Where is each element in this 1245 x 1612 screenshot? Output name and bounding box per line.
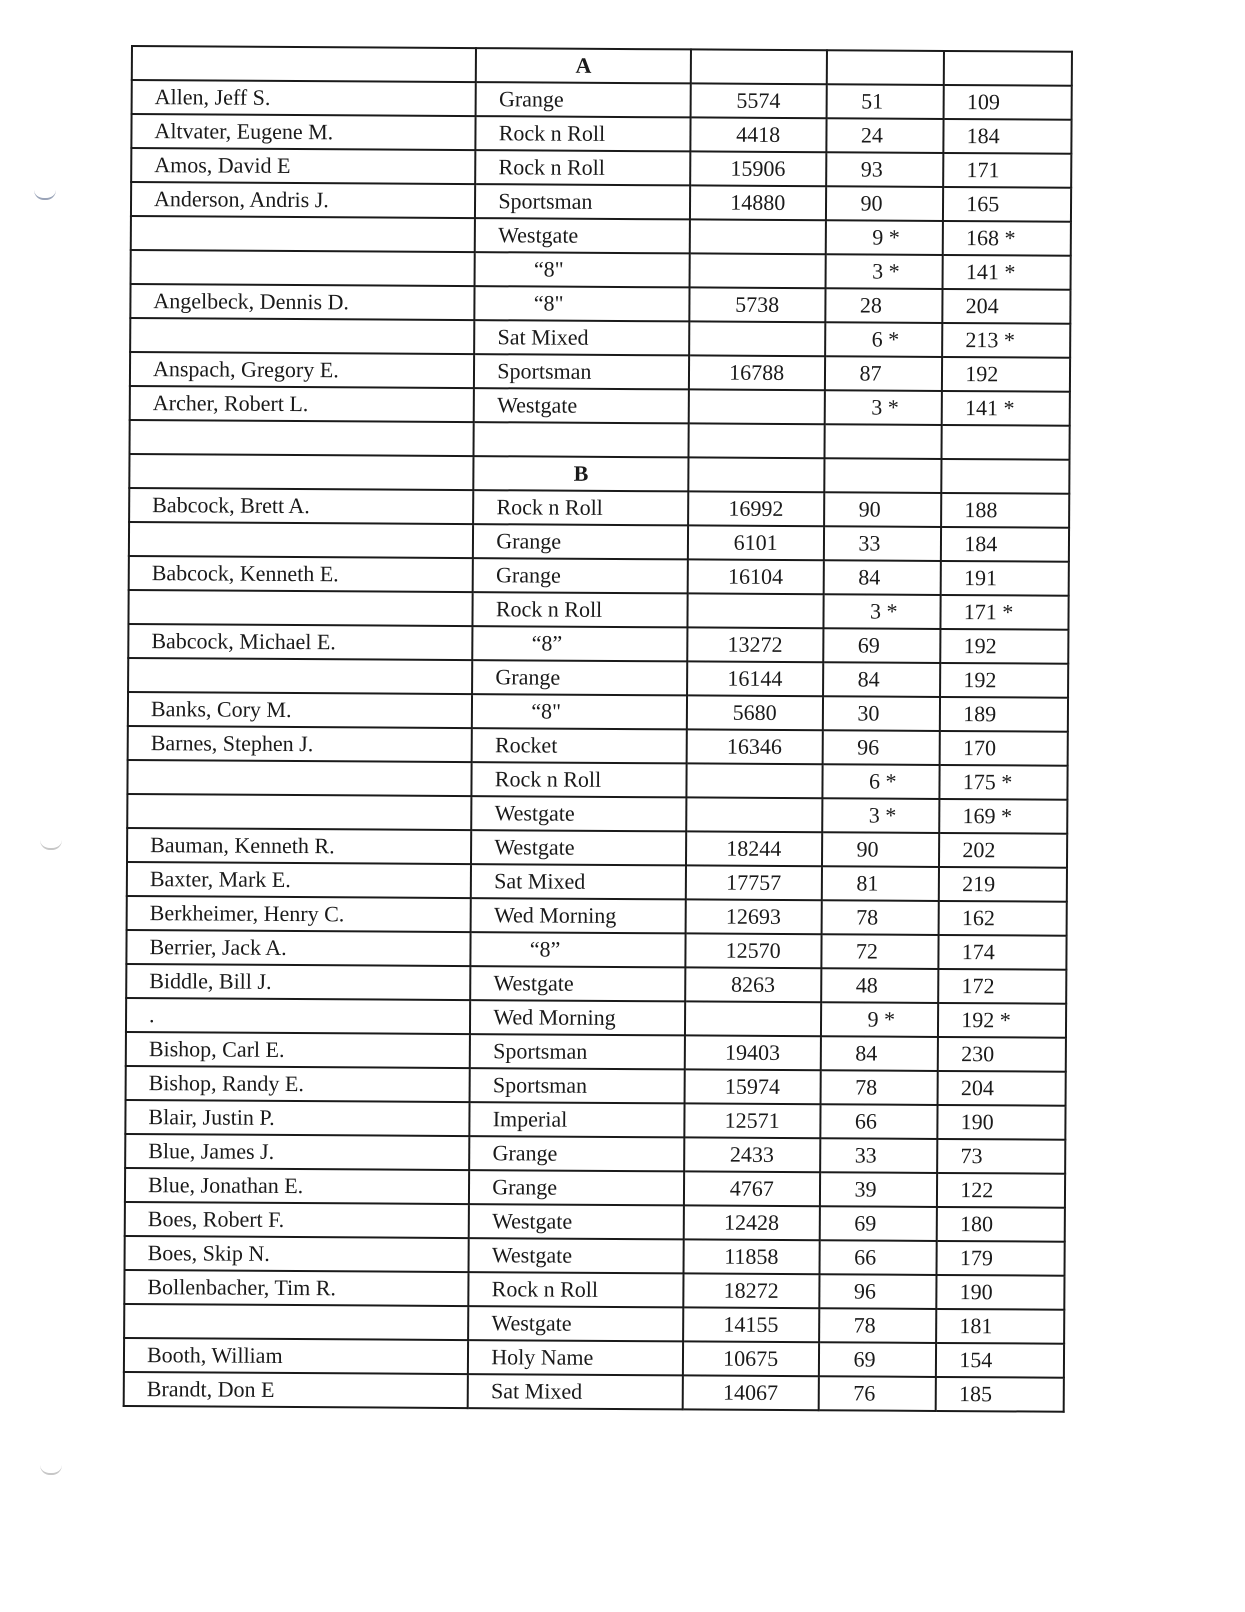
total-pins-cell: 14067 — [683, 1375, 819, 1410]
games-cell: 51 — [826, 84, 944, 119]
total-pins-cell — [689, 253, 825, 288]
total-pins-cell: 5738 — [689, 287, 825, 322]
bowler-name-cell: Blue, James J. — [125, 1134, 470, 1170]
bowler-name-cell — [128, 590, 473, 626]
league-cell: Sportsman — [470, 1034, 685, 1069]
total-pins-cell: 5680 — [687, 695, 823, 730]
table-row — [127, 896, 1067, 936]
league-cell: “8” — [471, 932, 686, 967]
bowler-name-cell: Blair, Justin P. — [125, 1100, 470, 1136]
table-row — [129, 556, 1069, 596]
games-cell: 87 — [824, 356, 942, 391]
bowler-averages-table — [123, 45, 1073, 1413]
games-cell: 6 * — [825, 322, 943, 357]
table-row — [125, 1168, 1065, 1208]
average-cell: 162 — [939, 901, 1067, 936]
table-row — [127, 862, 1067, 902]
league-cell: Sportsman — [475, 184, 690, 219]
table-row — [127, 828, 1067, 868]
league-cell: Grange — [473, 558, 688, 593]
table-row — [131, 216, 1071, 256]
total-pins-cell: 12693 — [686, 899, 822, 934]
league-cell: “8" — [475, 252, 690, 287]
table-row — [125, 1236, 1065, 1276]
games-cell: 69 — [819, 1206, 937, 1241]
league-cell: Grange — [472, 660, 687, 695]
league-cell: Holy Name — [468, 1340, 683, 1375]
bowler-name-cell: Angelbeck, Dennis D. — [130, 284, 475, 320]
games-cell: 9 * — [825, 220, 943, 255]
games-cell — [824, 424, 942, 459]
league-cell: “8” — [473, 626, 688, 661]
total-pins-cell — [686, 763, 822, 798]
average-cell: 141 * — [943, 255, 1071, 290]
games-cell: 3 * — [825, 254, 943, 289]
bowler-name-cell: Amos, David E — [131, 148, 476, 184]
total-pins-cell: 6101 — [688, 525, 824, 560]
average-cell: 165 — [943, 187, 1071, 222]
games-cell: 6 * — [822, 764, 940, 799]
table-row — [131, 148, 1071, 188]
games-cell: 96 — [819, 1274, 937, 1309]
table-row — [128, 726, 1068, 766]
total-pins-cell: 5574 — [691, 83, 827, 118]
games-cell: 33 — [823, 526, 941, 561]
league-cell: Westgate — [472, 796, 687, 831]
empty-cell — [688, 457, 824, 492]
table-row — [130, 318, 1070, 358]
table-row — [125, 1134, 1065, 1174]
empty-cell — [691, 49, 827, 84]
average-cell: 171 * — [941, 595, 1069, 630]
table-body — [124, 46, 1072, 1412]
league-cell: Grange — [476, 82, 691, 117]
league-cell: “8" — [472, 694, 687, 729]
league-cell: Rock n Roll — [469, 1272, 684, 1307]
games-cell: 93 — [826, 152, 944, 187]
average-cell: 191 — [941, 561, 1069, 596]
average-cell: 202 — [939, 833, 1067, 868]
bowler-name-cell: Barnes, Stephen J. — [128, 726, 473, 762]
total-pins-cell: 14880 — [690, 185, 826, 220]
average-cell: 180 — [937, 1207, 1065, 1242]
average-cell: 213 * — [942, 323, 1070, 358]
average-cell: 192 — [941, 629, 1069, 664]
bowler-name-cell — [124, 1304, 469, 1340]
games-cell: 24 — [826, 118, 944, 153]
bowler-name-cell — [130, 318, 475, 354]
bowler-name-cell: Anderson, Andris J. — [131, 182, 476, 218]
bowler-name-cell: Blue, Jonathan E. — [125, 1168, 470, 1204]
bowler-name-cell: Bishop, Carl E. — [126, 1032, 471, 1068]
table-row — [130, 284, 1070, 324]
table-row — [128, 624, 1068, 664]
league-cell: Westgate — [475, 218, 690, 253]
games-cell: 33 — [820, 1138, 938, 1173]
bowler-name-cell: Boes, Robert F. — [125, 1202, 470, 1238]
games-cell: 90 — [825, 186, 943, 221]
games-cell: 66 — [820, 1104, 938, 1139]
bowler-name-cell: Archer, Robert L. — [130, 386, 475, 422]
total-pins-cell: 11858 — [683, 1239, 819, 1274]
total-pins-cell: 8263 — [685, 967, 821, 1002]
games-cell: 90 — [824, 492, 942, 527]
average-cell: 192 * — [938, 1003, 1066, 1038]
average-cell: 181 — [936, 1309, 1064, 1344]
bowler-name-cell: Altvater, Eugene M. — [131, 114, 476, 150]
average-cell: 190 — [937, 1275, 1065, 1310]
average-cell — [942, 425, 1070, 460]
games-cell: 81 — [821, 866, 939, 901]
bowler-name-cell: Baxter, Mark E. — [127, 862, 472, 898]
total-pins-cell — [689, 389, 825, 424]
league-cell: Rock n Roll — [472, 762, 687, 797]
total-pins-cell: 4767 — [684, 1171, 820, 1206]
league-cell: Rock n Roll — [473, 592, 688, 627]
bowler-name-cell: Bishop, Randy E. — [126, 1066, 471, 1102]
table-row — [128, 658, 1068, 698]
section-header-row — [132, 46, 1072, 86]
league-cell: Grange — [469, 1170, 684, 1205]
games-cell: 48 — [821, 968, 939, 1003]
average-cell: 188 — [941, 493, 1069, 528]
total-pins-cell: 15906 — [690, 151, 826, 186]
table-row — [131, 182, 1071, 222]
bowler-name-cell: Booth, William — [124, 1338, 469, 1374]
games-cell: 78 — [820, 1070, 938, 1105]
average-cell: 179 — [937, 1241, 1065, 1276]
average-cell: 190 — [938, 1105, 1066, 1140]
total-pins-cell: 17757 — [686, 865, 822, 900]
games-cell: 66 — [819, 1240, 937, 1275]
table-row — [130, 352, 1070, 392]
average-cell: 204 — [938, 1071, 1066, 1106]
total-pins-cell: 12428 — [684, 1205, 820, 1240]
total-pins-cell: 2433 — [684, 1137, 820, 1172]
total-pins-cell: 16346 — [687, 729, 823, 764]
games-cell: 3 * — [824, 390, 942, 425]
average-cell: 169 * — [939, 799, 1067, 834]
table-row — [126, 1032, 1066, 1072]
table-row — [127, 794, 1067, 834]
total-pins-cell: 12571 — [684, 1103, 820, 1138]
league-cell: Rock n Roll — [476, 116, 691, 151]
scan-hole-punch-mark — [40, 840, 62, 850]
average-cell: 184 — [944, 119, 1072, 154]
bowler-name-cell: Babcock, Michael E. — [128, 624, 473, 660]
bowler-name-cell: Brandt, Don E — [124, 1372, 469, 1408]
average-cell: 189 — [940, 697, 1068, 732]
games-cell: 84 — [823, 662, 941, 697]
bowler-name-cell: Allen, Jeff S. — [132, 80, 477, 116]
games-cell: 90 — [821, 832, 939, 867]
average-cell: 122 — [937, 1173, 1065, 1208]
average-cell: 168 * — [943, 221, 1071, 256]
league-cell: Westgate — [471, 830, 686, 865]
bowler-name-cell: Boes, Skip N. — [125, 1236, 470, 1272]
table-row — [126, 964, 1066, 1004]
total-pins-cell: 16104 — [688, 559, 824, 594]
table-row — [124, 1338, 1064, 1378]
average-cell: 109 — [944, 85, 1072, 120]
table-row — [131, 250, 1071, 290]
league-cell: Westgate — [469, 1238, 684, 1273]
total-pins-cell: 14155 — [683, 1307, 819, 1342]
total-pins-cell — [687, 593, 823, 628]
table-row — [125, 1100, 1065, 1140]
average-cell: 204 — [943, 289, 1071, 324]
table-row — [130, 386, 1070, 426]
league-cell: Westgate — [468, 1306, 683, 1341]
table-row — [128, 692, 1068, 732]
games-cell: 84 — [820, 1036, 938, 1071]
table-row — [124, 1304, 1064, 1344]
empty-cell — [942, 459, 1070, 494]
league-cell: Grange — [473, 524, 688, 559]
bowler-name-cell — [131, 250, 476, 286]
average-cell: 174 — [939, 935, 1067, 970]
scan-hole-punch-mark — [40, 1465, 62, 1475]
total-pins-cell: 16992 — [688, 491, 824, 526]
empty-cell — [826, 50, 944, 85]
league-cell: Westgate — [474, 388, 689, 423]
average-cell: 192 — [942, 357, 1070, 392]
games-cell: 9 * — [820, 1002, 938, 1037]
total-pins-cell: 12570 — [685, 933, 821, 968]
section-header-row — [129, 454, 1069, 494]
table-row — [129, 488, 1069, 528]
table-row — [131, 114, 1071, 154]
table-row — [127, 760, 1067, 800]
games-cell: 3 * — [822, 798, 940, 833]
league-cell: Sportsman — [474, 354, 689, 389]
section-letter-heading: B — [474, 456, 689, 491]
table-row — [126, 1066, 1066, 1106]
scan-hole-punch-mark — [34, 190, 56, 200]
games-cell: 96 — [822, 730, 940, 765]
table-row — [132, 80, 1072, 120]
bowler-name-cell: Anspach, Gregory E. — [130, 352, 475, 388]
bowler-name-cell: Berkheimer, Henry C. — [127, 896, 472, 932]
league-cell: “8" — [475, 286, 690, 321]
league-cell: Rock n Roll — [475, 150, 690, 185]
total-pins-cell: 4418 — [690, 117, 826, 152]
empty-cell — [132, 46, 477, 82]
table-row — [128, 590, 1068, 630]
league-cell: Sat Mixed — [471, 864, 686, 899]
total-pins-cell — [688, 423, 824, 458]
total-pins-cell: 19403 — [685, 1035, 821, 1070]
games-cell: 69 — [818, 1342, 936, 1377]
total-pins-cell: 13272 — [687, 627, 823, 662]
games-cell: 30 — [822, 696, 940, 731]
total-pins-cell: 10675 — [683, 1341, 819, 1376]
league-cell: Wed Morning — [470, 1000, 685, 1035]
table-row — [124, 1270, 1064, 1310]
total-pins-cell: 18272 — [683, 1273, 819, 1308]
average-cell: 175 * — [940, 765, 1068, 800]
total-pins-cell: 16144 — [687, 661, 823, 696]
games-cell: 39 — [819, 1172, 937, 1207]
games-cell: 78 — [821, 900, 939, 935]
league-cell: Imperial — [470, 1102, 685, 1137]
empty-cell — [944, 51, 1072, 86]
bowler-name-cell: Babcock, Kenneth E. — [129, 556, 474, 592]
empty-cell — [129, 454, 474, 490]
bowler-name-cell — [127, 760, 472, 796]
total-pins-cell — [686, 797, 822, 832]
league-cell: Grange — [469, 1136, 684, 1171]
average-cell: 219 — [939, 867, 1067, 902]
average-cell: 171 — [943, 153, 1071, 188]
bowler-name-cell — [130, 420, 475, 456]
bowler-name-cell — [128, 658, 473, 694]
games-cell: 3 * — [823, 594, 941, 629]
games-cell: 69 — [823, 628, 941, 663]
bowler-name-cell: Banks, Cory M. — [128, 692, 473, 728]
total-pins-cell: 15974 — [684, 1069, 820, 1104]
table-row — [125, 1202, 1065, 1242]
total-pins-cell — [685, 1001, 821, 1036]
league-cell: Westgate — [470, 966, 685, 1001]
average-cell: 141 * — [942, 391, 1070, 426]
games-cell: 72 — [821, 934, 939, 969]
league-cell — [474, 422, 689, 457]
average-cell: 172 — [938, 969, 1066, 1004]
games-cell: 28 — [825, 288, 943, 323]
total-pins-cell: 18244 — [686, 831, 822, 866]
bowler-name-cell: Bauman, Kenneth R. — [127, 828, 472, 864]
bowler-name-cell: Berrier, Jack A. — [126, 930, 471, 966]
total-pins-cell — [690, 219, 826, 254]
empty-cell — [824, 458, 942, 493]
table-row — [129, 522, 1069, 562]
bowler-name-cell: . — [126, 998, 471, 1034]
average-cell: 192 — [940, 663, 1068, 698]
average-cell: 154 — [936, 1343, 1064, 1378]
average-cell: 185 — [936, 1377, 1064, 1412]
average-cell: 230 — [938, 1037, 1066, 1072]
table-row — [126, 930, 1066, 970]
games-cell: 76 — [818, 1376, 936, 1411]
league-cell: Sportsman — [470, 1068, 685, 1103]
league-cell: Rocket — [472, 728, 687, 763]
league-cell: Westgate — [469, 1204, 684, 1239]
games-cell: 78 — [819, 1308, 937, 1343]
average-cell: 73 — [937, 1139, 1065, 1174]
bowler-name-cell — [131, 216, 476, 252]
average-cell: 170 — [940, 731, 1068, 766]
total-pins-cell — [689, 321, 825, 356]
table-row — [126, 998, 1066, 1038]
league-cell: Wed Morning — [471, 898, 686, 933]
league-cell: Sat Mixed — [474, 320, 689, 355]
games-cell: 84 — [823, 560, 941, 595]
section-letter-heading: A — [476, 48, 691, 83]
table-row — [130, 420, 1070, 460]
bowler-name-cell — [129, 522, 474, 558]
bowler-name-cell — [127, 794, 472, 830]
table-row — [124, 1372, 1064, 1412]
league-cell: Sat Mixed — [468, 1374, 683, 1409]
bowler-name-cell: Biddle, Bill J. — [126, 964, 471, 1000]
total-pins-cell: 16788 — [689, 355, 825, 390]
bowler-name-cell: Bollenbacher, Tim R. — [124, 1270, 469, 1306]
bowler-name-cell: Babcock, Brett A. — [129, 488, 474, 524]
league-cell: Rock n Roll — [473, 490, 688, 525]
average-cell: 184 — [941, 527, 1069, 562]
